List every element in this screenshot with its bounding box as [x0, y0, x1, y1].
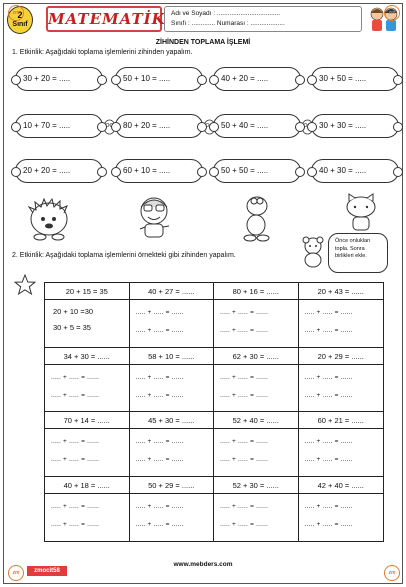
cloud-item: 50 + 10 = .....	[115, 67, 203, 91]
problem-cell	[299, 412, 384, 477]
addition-grid	[44, 282, 384, 542]
corner-logo: zm	[8, 565, 24, 581]
answer-blank[interactable]: ..... + ..... = ......	[51, 391, 100, 399]
worksheet-title: ZİHİNDEN TOPLAMA İŞLEMİ	[155, 39, 251, 46]
name-field[interactable]: Adı ve Soyadı : ...................................	[171, 10, 281, 17]
answer-blank[interactable]: ..... + ..... = ......	[304, 502, 353, 510]
answer-blank[interactable]: ..... + ..... = ......	[304, 327, 353, 334]
problem-equation: 20 + 15 = 35	[65, 287, 108, 296]
answer-blank[interactable]: ..... + ..... = ......	[304, 438, 353, 445]
problem-cell	[130, 412, 215, 477]
answer-blank[interactable]: ..... + ..... = ......	[220, 438, 269, 445]
answer-blank[interactable]: ..... + ..... = ......	[51, 502, 100, 510]
section2-instruction: 2. Etkinlik: Aşağıdaki toplama işlemlerini örnekteki gibi zihinden yapalım.	[12, 252, 236, 259]
answer-blank[interactable]: ..... + ..... = ......	[51, 438, 100, 445]
problem-cell	[45, 283, 130, 348]
hint-speech-bubble: Önce onlukları topla. Sonra birlikleri ekle.	[328, 233, 388, 273]
cloud-item: 60 + 10 = .....	[115, 159, 203, 183]
answer-blank[interactable]: ..... + ..... = ......	[135, 456, 184, 463]
answer-blank[interactable]: ..... + ..... = ......	[135, 327, 184, 334]
problem-cell	[299, 348, 384, 413]
problem-equation: 45 + 30 = ......	[148, 416, 195, 425]
answer-blank[interactable]: ..... + ..... = ......	[304, 520, 353, 528]
problem-cell	[214, 283, 299, 348]
problem-equation: 40 + 18 = ......	[63, 480, 110, 490]
problem-equation: 20 + 43 = ......	[317, 287, 364, 296]
answer-blank[interactable]: ..... + ..... = ......	[304, 456, 353, 463]
footer-url[interactable]: www.mebders.com	[173, 561, 233, 568]
answer-blank[interactable]: ..... + ..... = ......	[220, 456, 269, 463]
answer-blank[interactable]: ..... + ..... = ......	[220, 502, 269, 510]
worksheet-code: zmocit58	[27, 566, 67, 576]
cloud-item: 40 + 30 = .....	[311, 159, 399, 183]
yoshi-illustration	[238, 193, 274, 243]
answer-blank[interactable]: ..... + ..... = ......	[51, 520, 100, 528]
answer-blank[interactable]: ..... + ..... = ......	[135, 373, 184, 381]
hello-kitty-illustration	[343, 193, 379, 233]
grade-number: 2	[17, 10, 23, 20]
problem-equation: 40 + 27 = ......	[148, 287, 195, 296]
cloud-item: 20 + 20 = .....	[15, 159, 103, 183]
problem-cell	[45, 348, 130, 413]
problem-cell	[214, 477, 299, 542]
problem-cell	[45, 412, 130, 477]
answer-blank[interactable]: ..... + ..... = ......	[135, 520, 184, 528]
problem-cell	[130, 348, 215, 413]
example-step: 30 + 5 = 35	[53, 323, 91, 332]
problem-cell	[214, 412, 299, 477]
answer-blank[interactable]: ..... + ..... = ......	[304, 373, 353, 381]
problem-equation: 42 + 40 = ......	[317, 480, 364, 490]
answer-blank[interactable]: ..... + ..... = ......	[220, 520, 269, 528]
corner-logo: zm	[8, 5, 24, 21]
subject-title: MATEMATİK	[46, 6, 162, 32]
cloud-item: 50 + 40 = .....	[213, 114, 301, 138]
cloud-item: 10 + 70 = .....	[15, 114, 103, 138]
problem-equation: 70 + 14 = ......	[63, 416, 110, 425]
student-info-box	[164, 6, 362, 32]
corner-logo: zm	[384, 565, 400, 581]
problem-cell	[45, 477, 130, 542]
problem-equation: 62 + 30 = ......	[232, 351, 279, 361]
answer-blank[interactable]: ..... + ..... = ......	[135, 391, 184, 399]
answer-blank[interactable]: ..... + ..... = ......	[135, 438, 184, 445]
problem-equation: 34 + 30 = ......	[63, 351, 110, 361]
problem-cell	[130, 477, 215, 542]
answer-blank[interactable]: ..... + ..... = ......	[304, 391, 353, 399]
answer-blank[interactable]: ..... + ..... = ......	[220, 309, 269, 316]
problem-equation: 20 + 29 = ......	[317, 351, 364, 361]
answer-blank[interactable]: ..... + ..... = ......	[220, 327, 269, 334]
problem-equation: 58 + 10 = ......	[148, 351, 195, 361]
problem-cell	[299, 477, 384, 542]
answer-blank[interactable]: ..... + ..... = ......	[304, 309, 353, 316]
cloud-item: 30 + 30 = .....	[311, 114, 399, 138]
example-step: 20 + 10 =30	[53, 307, 94, 316]
problem-equation: 60 + 21 = ......	[317, 416, 364, 425]
answer-blank[interactable]: ..... + ..... = ......	[51, 373, 100, 381]
class-number-field[interactable]: Sınıfı : ............. Numarası : ...................	[171, 20, 285, 27]
problem-cell	[299, 283, 384, 348]
cloud-item: 50 + 50 = .....	[213, 159, 301, 183]
corner-logo: zm	[384, 5, 400, 21]
problem-cell	[214, 348, 299, 413]
answer-blank[interactable]: ..... + ..... = ......	[51, 456, 100, 463]
problem-cell	[130, 283, 215, 348]
pilot-illustration	[132, 193, 176, 243]
problem-equation: 52 + 30 = ......	[232, 480, 279, 490]
answer-blank[interactable]: ..... + ..... = ......	[220, 373, 269, 381]
problem-equation: 50 + 29 = ......	[148, 480, 195, 490]
cloud-item: 30 + 20 = .....	[15, 67, 103, 91]
answer-blank[interactable]: ..... + ..... = ......	[220, 391, 269, 399]
section1-instruction: 1. Etkinlik: Aşağıdaki toplama işlemlerini zihinden yapalım.	[12, 49, 193, 56]
star-icon	[14, 274, 36, 296]
bear-illustration	[300, 236, 326, 268]
cloud-item: 80 + 20 = .....	[115, 114, 203, 138]
answer-blank[interactable]: ..... + ..... = ......	[135, 309, 184, 316]
answer-blank[interactable]: ..... + ..... = ......	[135, 502, 184, 510]
cloud-item: 40 + 20 = .....	[213, 67, 301, 91]
problem-equation: 80 + 16 = ......	[232, 287, 279, 296]
problem-equation: 52 + 40 = ......	[232, 416, 279, 425]
grade-label: Sınıf	[12, 21, 28, 28]
hedgehog-illustration	[25, 193, 73, 243]
cloud-item: 30 + 50 = .....	[311, 67, 399, 91]
